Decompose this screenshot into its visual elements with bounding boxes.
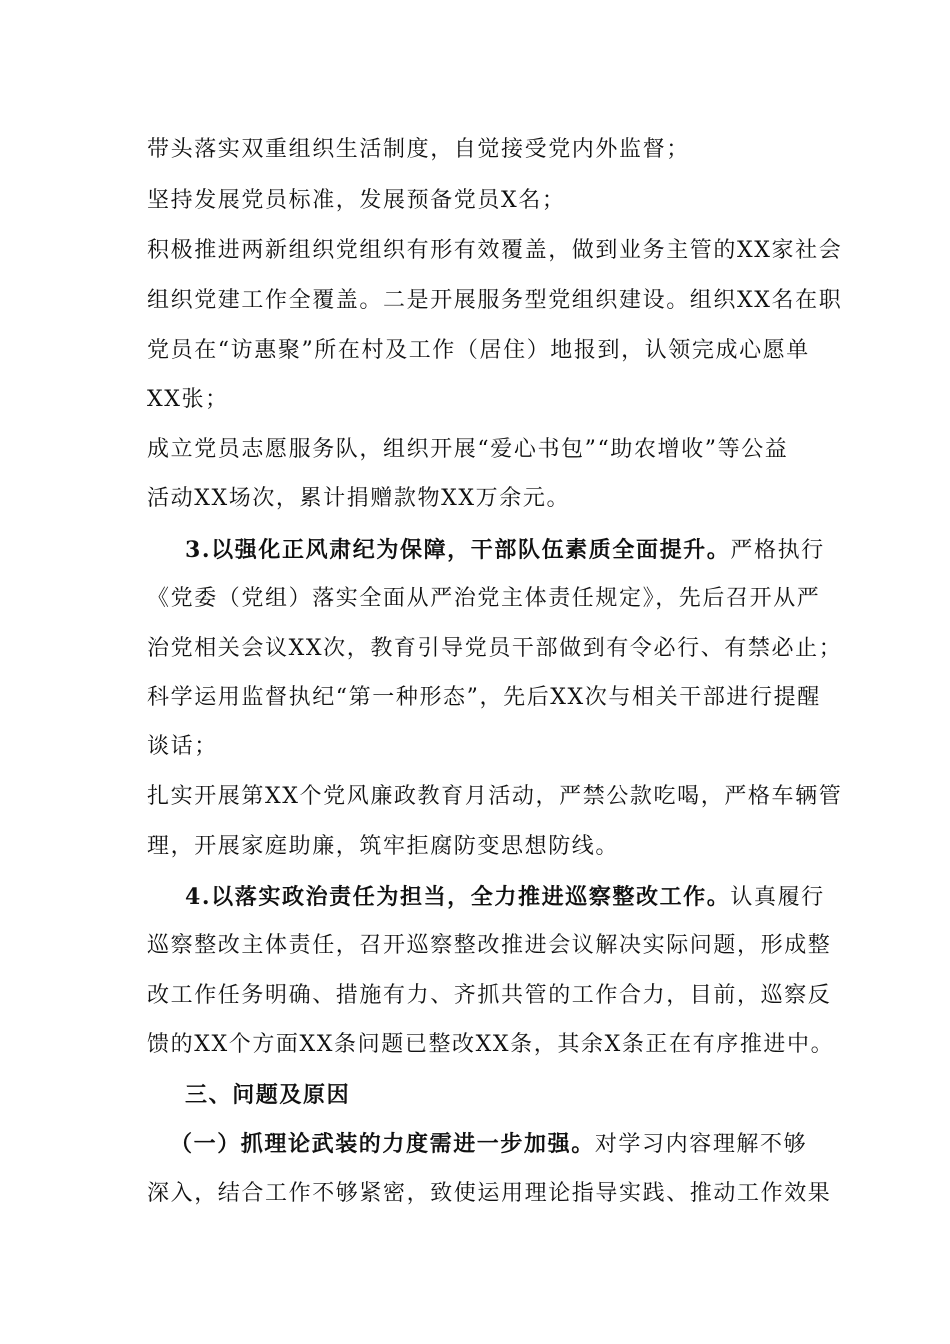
section-heading: 4.以落实政治责任为担当，全力推进巡察整改工作。 <box>185 884 731 910</box>
paragraph-line: 治党相关会议XX次，教育引导党员干部做到有令必行、有禁必止； <box>147 636 843 661</box>
paragraph-line: 党员在“访惠聚”所在村及工作（居住）地报到，认领完成心愿单 <box>147 338 810 363</box>
paragraph-line: 改工作任务明确、措施有力、齐抓共管的工作合力，目前，巡察反 <box>147 983 832 1008</box>
section-heading-line: 3.以强化正风肃纪为保障，干部队伍素质全面提升。严格执行 <box>185 537 825 563</box>
paragraph-line: 组织党建工作全覆盖。二是开展服务型党组织建设。组织XX名在职 <box>147 288 843 313</box>
chapter-heading-line <box>185 1075 850 1115</box>
paragraph-line: 活动XX场次，累计捐赠款物XX万余元。 <box>147 486 571 511</box>
paragraph-line: 《党委（党组）落实全面从严治党主体责任规定》，先后召开从严 <box>147 586 821 611</box>
paragraph-line: 科学运用监督执纪“第一种形态”，先后XX次与相关干部进行提醒 <box>147 685 821 710</box>
paragraph-line: 深入，结合工作不够紧密，致使运用理论指导实践、推动工作效果 <box>147 1181 832 1206</box>
paragraph-line: 巡察整改主体责任，召开巡察整改推进会议解决实际问题，形成整 <box>147 933 832 958</box>
paragraph-line: 成立党员志愿服务队，组织开展“爱心书包”“助农增收”等公益 <box>147 437 789 462</box>
chapter-heading: 三、问题及原因 <box>185 1082 351 1108</box>
paragraph-line: XX张； <box>147 387 229 412</box>
paragraph-line: 坚持发展党员标准，发展预备党员X名； <box>147 188 566 213</box>
section-heading: 3.以强化正风肃纪为保障，干部队伍素质全面提升。 <box>185 537 731 563</box>
paragraph-line: 理，开展家庭助廉，筑牢拒腐防变思想防线。 <box>147 834 620 859</box>
paragraph-line: 扎实开展第XX个党风廉政教育月活动，严禁公款吃喝，严格车辆管 <box>147 784 843 809</box>
paragraph-line: 积极推进两新组织党组织有形有效覆盖，做到业务主管的XX家社会 <box>147 238 843 263</box>
paragraph-line: 馈的XX个方面XX条问题已整改XX条，其余X条正在有序推进中。 <box>147 1032 835 1057</box>
paragraph-line: 谈话； <box>147 734 218 759</box>
subsection-heading: （一）抓理论武装的力度需进一步加强。 <box>170 1131 595 1157</box>
section-heading-line: 4.以落实政治责任为担当，全力推进巡察整改工作。认真履行 <box>185 884 825 910</box>
subsection-heading-line: （一）抓理论武装的力度需进一步加强。对学习内容理解不够 <box>170 1131 808 1157</box>
paragraph-line: 带头落实双重组织生活制度，自觉接受党内外监督； <box>147 137 690 162</box>
